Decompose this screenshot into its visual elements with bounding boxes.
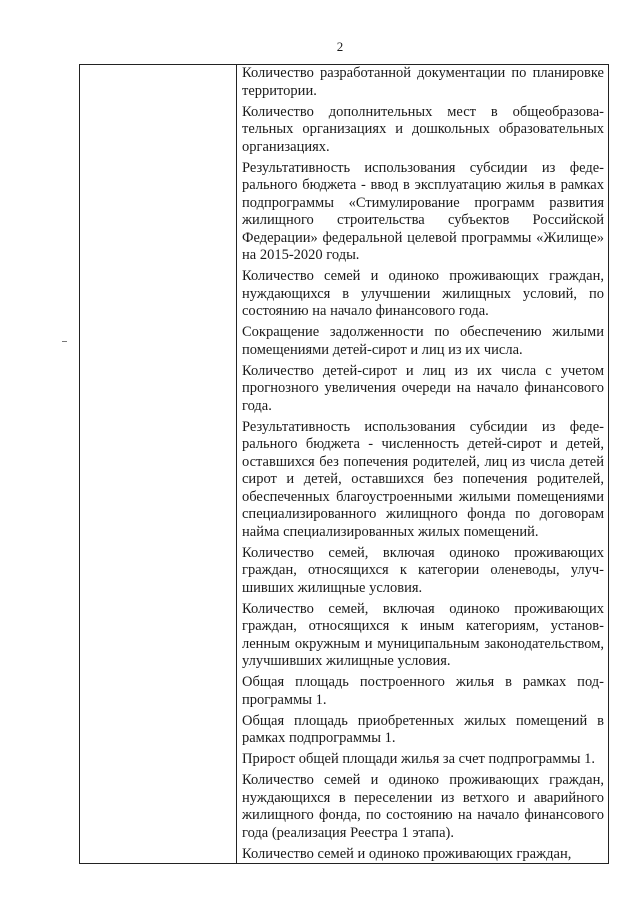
indicator-paragraph: Количество семей, включая одиноко проживающих граждан, относящихся к категории оленеводы, улучшивших жилищные условия.	[242, 544, 604, 596]
indicator-paragraph: Результативность использования субсидии из федерального бюджета - численность детей-сирот и детей, оставшихся без попечения родителей, лиц из числа детей сирот и детей, оставшихся без попечения родителей, обеспеченных благоустроенными жилыми помещениями специализированного жилищного фонда по договорам найма специализированных жилых помещений.	[242, 418, 604, 540]
table-row	[80, 65, 609, 864]
indicator-paragraph: Количество семей и одиноко проживающих граждан,	[242, 845, 572, 862]
indicator-paragraph: Количество детей-сирот и лиц из их числа с учетом прогнозного увеличения очереди на начало финансового года.	[242, 362, 604, 414]
page-number: 2	[336, 39, 344, 54]
margin-mark	[62, 341, 67, 342]
indicator-paragraph: Количество семей, включая одиноко проживающих граждан, относящихся к иным категориям, установленным окружным и муниципальным законодательством, улучшивших жилищные условия.	[242, 600, 604, 669]
indicator-paragraph: Прирост общей площади жилья за счет подпрограммы 1.	[242, 751, 595, 767]
indicators-table	[79, 64, 609, 864]
right-column-cell	[237, 65, 609, 864]
indicator-paragraph: Количество семей и одиноко проживающих граждан, нуждающихся в улучшении жилищных условий, по состоянию на начало финансового года.	[242, 268, 604, 319]
indicator-paragraph: Количество семей и одиноко проживающих граждан, нуждающихся в переселении из ветхого и аварийного жилищного фонда, по состоянию на начало финансового года (реализация Реестра 1 этапа).	[242, 772, 604, 841]
indicator-paragraph: Результативность использования субсидии из федерального бюджета - ввод в эксплуатацию жилья в рамках подпрограммы «Стимулирование программ развития жилищного строительства субъектов Российской Федерации» федеральной целевой программы «Жилище» на 2015-2020 годы.	[242, 159, 604, 263]
indicator-paragraph: Общая площадь приобретенных жилых помещений в рамках подпрограммы 1.	[242, 712, 604, 746]
left-column-cell	[80, 65, 237, 864]
indicator-paragraph: Количество дополнительных мест в общеобразовательных организациях и дошкольных образовательных организациях.	[242, 103, 604, 155]
indicator-paragraph: Сокращение задолженности по обеспечению жилыми помещениями детей-сирот и лиц из их числа.	[242, 324, 604, 358]
indicator-paragraph: Общая площадь построенного жилья в рамках подпрограммы 1.	[242, 674, 604, 708]
indicator-paragraph: Количество разработанной документации по планировке территории.	[242, 65, 604, 99]
